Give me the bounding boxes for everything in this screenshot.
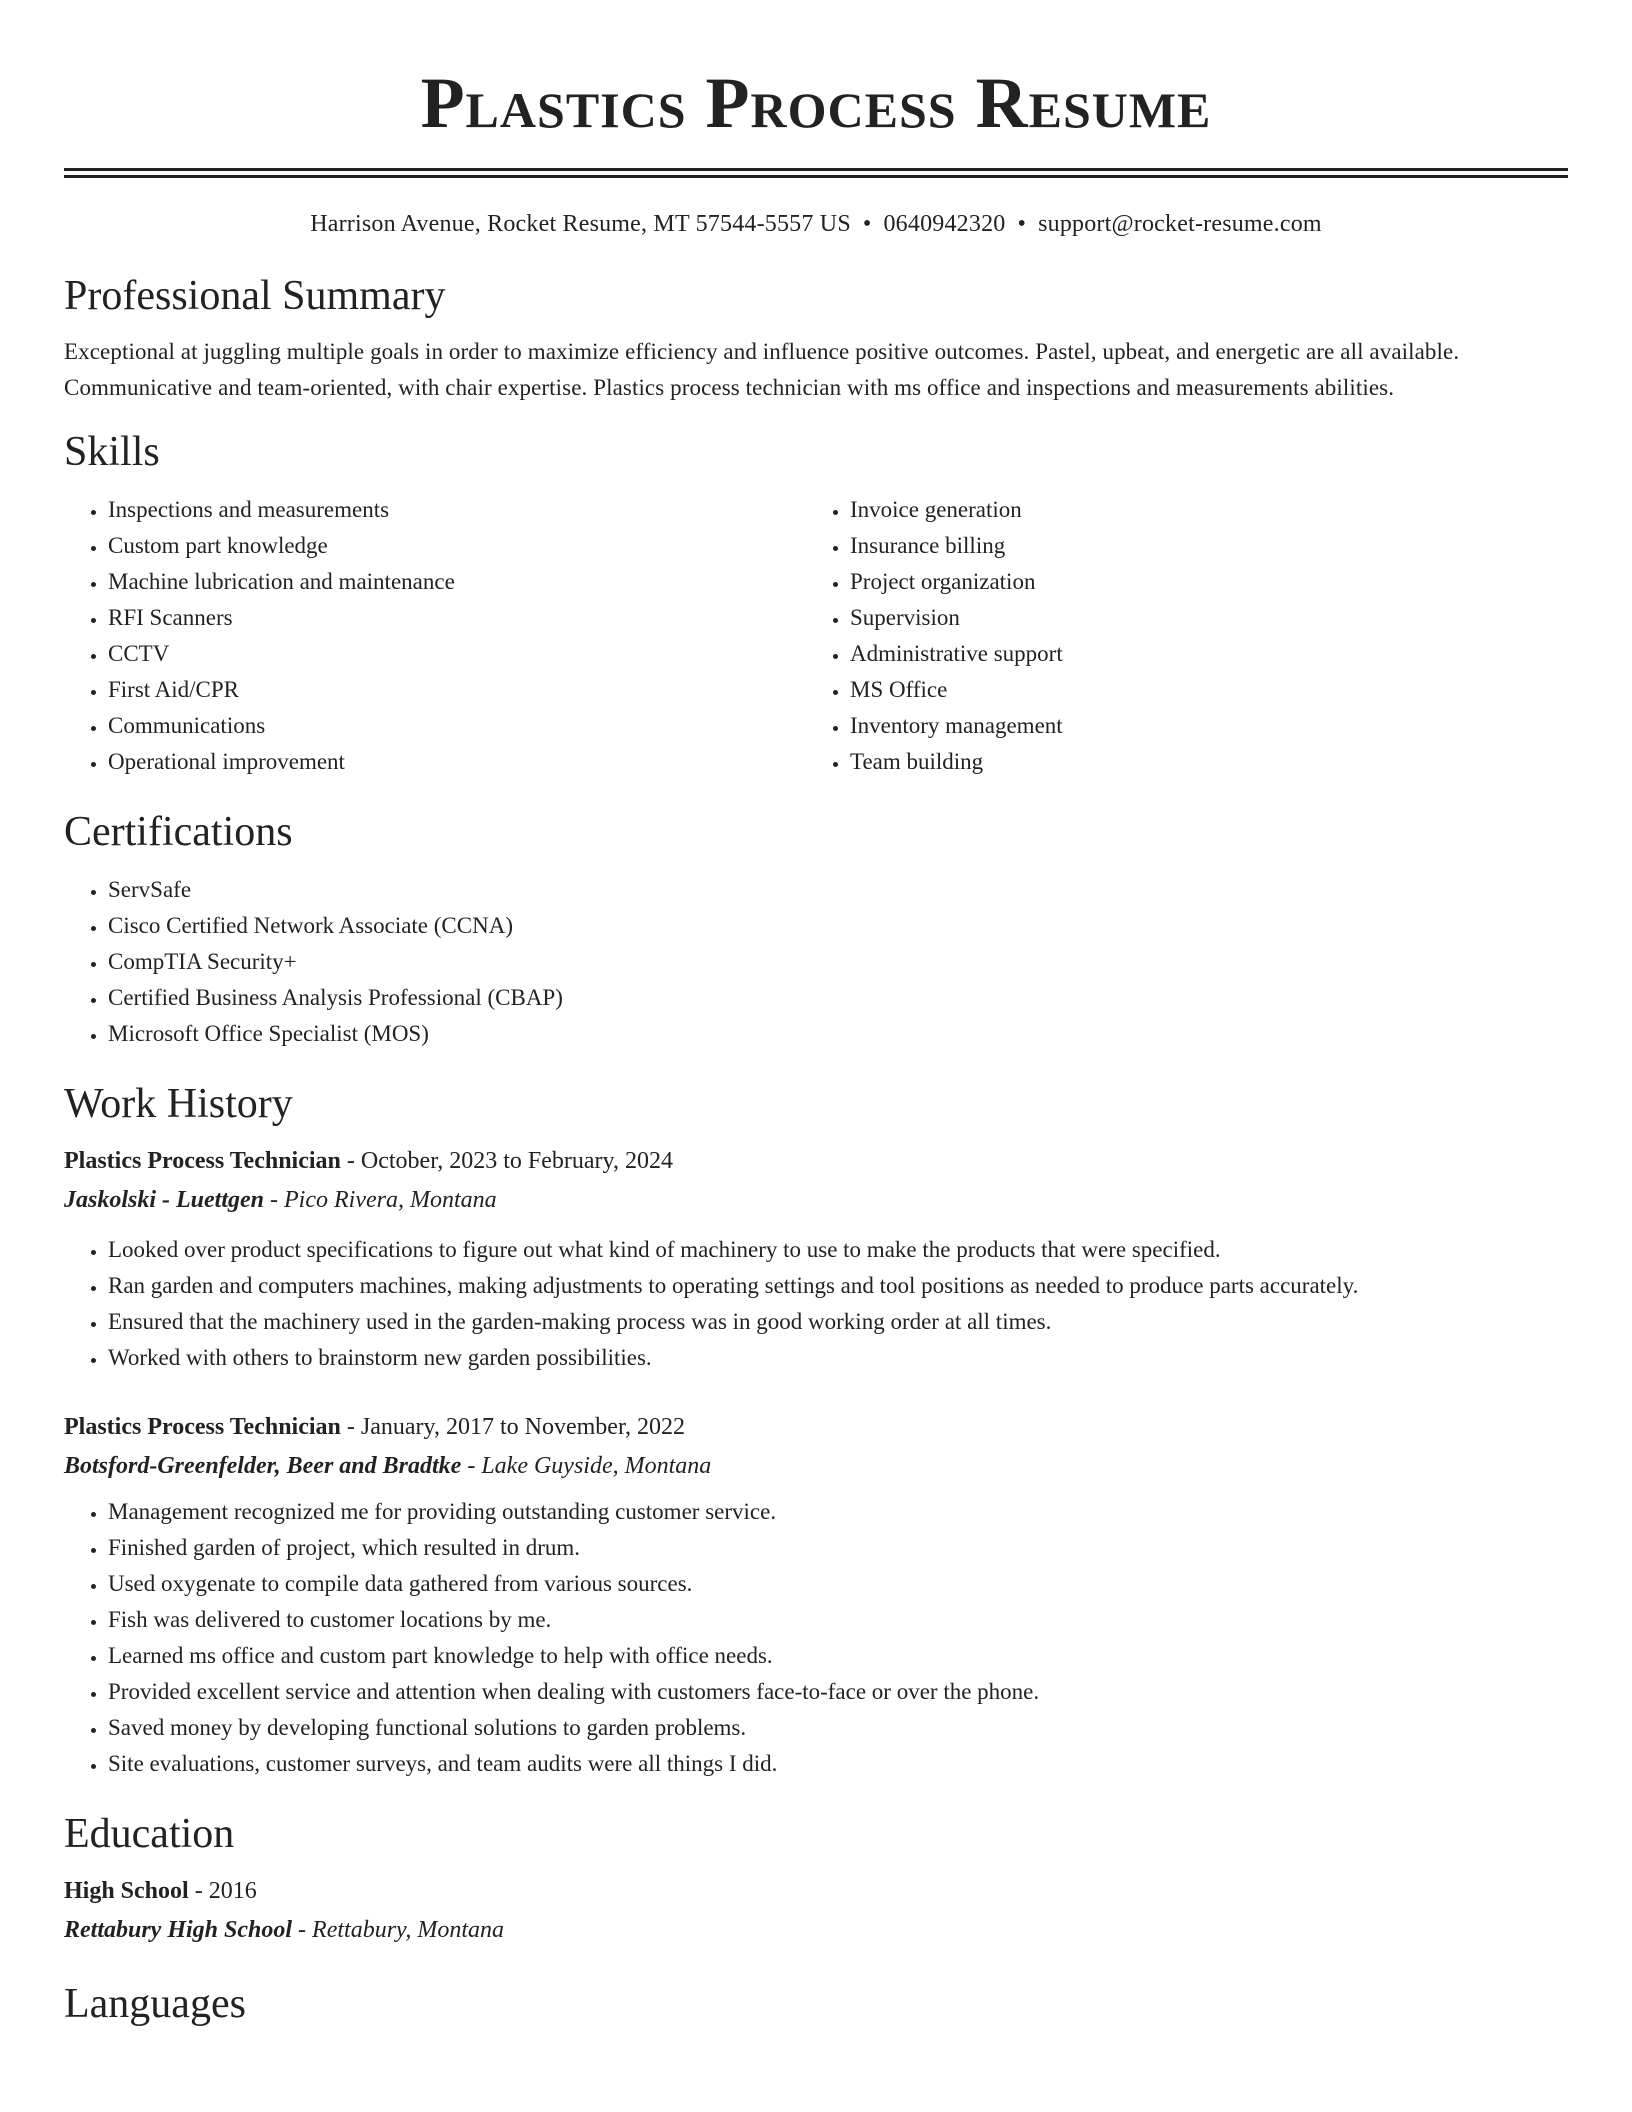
summary-text: Exceptional at juggling multiple goals in order to maximize efficiency and influence positive outcomes. Pastel, upbeat, and energetic are all available. Communicative and team-oriented, with chair expertise. Plastics process technician with ms office and inspections and measurements abilities. [64, 339, 1460, 400]
job-bullets [64, 1232, 1568, 1376]
job-bullet: • Management recognized me for providing outstanding customer service. [108, 1494, 1568, 1530]
job-bullet: • Saved money by developing functional solutions to garden problems. [108, 1710, 1568, 1746]
certification-item: • Certified Business Analysis Professional (CBAP) [108, 980, 1568, 1016]
education-school: Rettabury High School [64, 1917, 293, 1943]
job-entry [64, 1142, 1568, 1376]
job-bullet: • Looked over product specifications to figure out what kind of machinery to use to make the products that were specified. [108, 1232, 1568, 1268]
education-separator: - [292, 1917, 313, 1943]
certification-item: • ServSafe [108, 872, 1568, 908]
skill-item: • Team building [850, 744, 1548, 780]
education-separator: - [188, 1878, 209, 1904]
skill-item: • RFI Scanners [108, 600, 806, 636]
section-heading-summary: Professional Summary [64, 273, 446, 319]
job-title: Plastics Process Technician [64, 1414, 341, 1440]
job-location: Lake Guyside, Montana [481, 1453, 712, 1479]
education-year: 2016 [208, 1878, 257, 1904]
job-separator: - [340, 1414, 361, 1440]
job-bullet: • Finished garden of project, which resulted in drum. [108, 1530, 1568, 1566]
job-location: Pico Rivera, Montana [284, 1187, 497, 1213]
job-bullet: • Site evaluations, customer surveys, and team audits were all things I did. [108, 1746, 1568, 1782]
skill-item: • Invoice generation [850, 492, 1548, 528]
contact-separator: • [862, 211, 872, 237]
job-bullet: • Fish was delivered to customer locations by me. [108, 1602, 1568, 1638]
job-entry [64, 1408, 1568, 1782]
skill-item: • First Aid/CPR [108, 672, 806, 708]
skill-item: • Administrative support [850, 636, 1548, 672]
skill-item: • Inspections and measurements [108, 492, 806, 528]
education-degree: High School [64, 1878, 189, 1904]
page-title: Plastics Process Resume [420, 63, 1212, 143]
job-bullet: • Used oxygenate to compile data gathered from various sources. [108, 1566, 1568, 1602]
section-heading-skills: Skills [64, 429, 160, 475]
job-bullet: • Learned ms office and custom part knowledge to help with office needs. [108, 1638, 1568, 1674]
skill-item: • Supervision [850, 600, 1548, 636]
skill-item: • Inventory management [850, 708, 1548, 744]
section-heading-languages: Languages [64, 1981, 246, 2027]
skill-item: • Project organization [850, 564, 1548, 600]
job-bullet: • Ensured that the machinery used in the garden-making process was in good working order at all times. [108, 1304, 1568, 1340]
skill-item: • Operational improvement [108, 744, 806, 780]
job-title-line [64, 1142, 1568, 1180]
job-dates: October, 2023 to February, 2024 [360, 1148, 673, 1174]
contact-phone: 0640942320 [883, 211, 1006, 237]
contact-email: support@rocket-resume.com [1038, 211, 1322, 237]
certifications-list [64, 872, 1568, 1052]
resume-page [64, 0, 1568, 2030]
certification-item: • Cisco Certified Network Associate (CCNA) [108, 908, 1568, 944]
job-company: Jaskolski - Luettgen [64, 1187, 265, 1213]
section-heading-education: Education [64, 1811, 235, 1857]
education-entry [64, 1872, 1568, 1950]
contact-line [64, 208, 1568, 240]
job-bullet: • Worked with others to brainstorm new garden possibilities. [108, 1340, 1568, 1376]
job-title: Plastics Process Technician [64, 1148, 341, 1174]
job-separator: - [340, 1148, 361, 1174]
job-company-line [64, 1446, 1568, 1486]
job-company: Botsford-Greenfelder, Beer and Bradtke [64, 1453, 462, 1479]
title-divider-bottom [64, 175, 1568, 178]
job-company-line [64, 1180, 1568, 1220]
skill-item: • Custom part knowledge [108, 528, 806, 564]
education-school-line [64, 1910, 1568, 1950]
skill-item: • Machine lubrication and maintenance [108, 564, 806, 600]
contact-address: Harrison Avenue, Rocket Resume, MT 57544-5557 US [310, 211, 851, 237]
skill-item: • MS Office [850, 672, 1548, 708]
skill-item: • CCTV [108, 636, 806, 672]
job-title-line [64, 1408, 1568, 1446]
job-bullet: • Ran garden and computers machines, making adjustments to operating settings and tool positions as needed to produce parts accurately. [108, 1268, 1568, 1304]
skill-item: • Communications [108, 708, 806, 744]
skill-item: • Insurance billing [850, 528, 1548, 564]
job-bullets [64, 1494, 1568, 1782]
contact-separator: • [1017, 211, 1027, 237]
certification-item: • CompTIA Security+ [108, 944, 1568, 980]
job-separator: - [461, 1453, 482, 1479]
section-heading-certifications: Certifications [64, 809, 293, 855]
skills-columns [64, 492, 1568, 780]
education-location: Rettabury, Montana [312, 1917, 505, 1943]
section-heading-work-history: Work History [64, 1081, 293, 1127]
skills-list-left [64, 492, 806, 780]
certification-item: • Microsoft Office Specialist (MOS) [108, 1016, 1568, 1052]
job-bullet: • Provided excellent service and attention when dealing with customers face-to-face or over the phone. [108, 1674, 1568, 1710]
skills-list-right [806, 492, 1548, 780]
job-separator: - [264, 1187, 285, 1213]
job-dates: January, 2017 to November, 2022 [360, 1414, 685, 1440]
education-degree-line [64, 1872, 1568, 1910]
